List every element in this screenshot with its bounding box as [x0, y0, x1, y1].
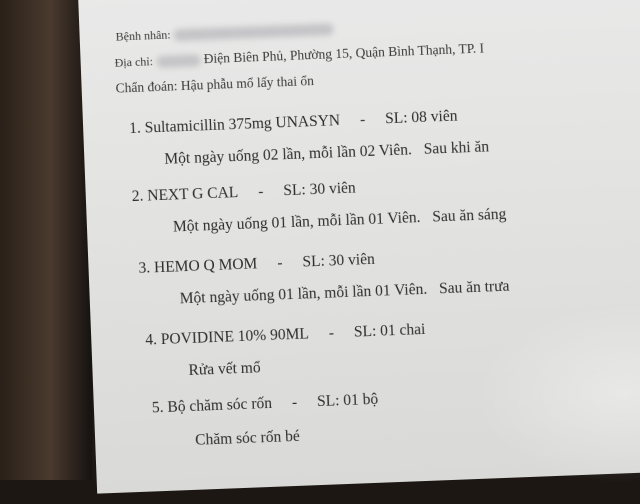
separator-dash: - — [328, 324, 335, 342]
drug-name: POVIDINE 10% 90ML — [160, 325, 310, 349]
dosage-text: Một ngày uống 01 lần, mỗi lần 01 Viên. — [172, 209, 421, 236]
dosage-timing: Sau ăn trưa — [438, 277, 510, 298]
item-number: 1. — [128, 119, 142, 138]
item-number: 4. — [145, 331, 158, 349]
device-frame — [0, 0, 92, 480]
drug-quantity: SL: 08 viên — [384, 107, 458, 128]
dosage-text: Một ngày uống 02 lần, mỗi lần 02 Viên. — [164, 141, 413, 168]
dosage-instruction — [195, 428, 300, 450]
prescription-item — [129, 108, 458, 139]
item-number: 2. — [131, 187, 144, 206]
drug-quantity: SL: 01 chai — [353, 320, 426, 341]
address-label: Địa chỉ: — [114, 54, 154, 70]
patient-line — [115, 20, 334, 44]
drug-name: Bộ chăm sóc rốn — [167, 394, 273, 416]
prescription-item — [152, 391, 379, 418]
redacted-address-number — [156, 54, 200, 68]
dosage-timing: Sau ăn sáng — [431, 205, 507, 226]
separator-dash: - — [359, 111, 366, 129]
dosage-text: Chăm sóc rốn bé — [194, 427, 301, 449]
redacted-patient-name — [174, 23, 334, 41]
drug-quantity: SL: 30 viên — [283, 179, 356, 200]
prescription-item — [131, 179, 356, 206]
drug-name: Sultamicillin 375mg UNASYN — [144, 112, 341, 137]
drug-name: HEMO Q MOM — [153, 255, 258, 277]
drug-quantity: SL: 30 viên — [302, 250, 376, 271]
patient-label: Bệnh nhân: — [115, 27, 171, 44]
dosage-text: Rửa vết mổ — [188, 359, 261, 380]
dosage-instruction — [164, 138, 489, 168]
prescription-item — [145, 321, 426, 350]
drug-quantity: SL: 01 bộ — [316, 390, 379, 411]
dosage-instruction — [179, 278, 509, 309]
dosage-instruction — [173, 206, 507, 237]
diagnosis: Chẩn đoán: Hậu phẫu mổ lấy thai ổn — [115, 73, 315, 96]
separator-dash: - — [276, 254, 283, 272]
prescription-item — [138, 251, 375, 278]
item-number: 5. — [151, 399, 164, 417]
dosage-text: Một ngày uống 01 lần, mỗi lần 01 Viên. — [179, 280, 428, 308]
address-value: Điện Biên Phủ, Phường 15, Quận Bình Thạnh, TP. I — [203, 40, 485, 67]
address-line — [114, 40, 484, 70]
screen-glare — [470, 298, 640, 489]
dosage-timing: Sau khi ăn — [423, 138, 490, 158]
item-number: 3. — [138, 259, 151, 277]
drug-name: NEXT G CAL — [146, 184, 239, 205]
dosage-instruction — [188, 359, 261, 380]
prescription-document — [78, 0, 640, 494]
separator-dash: - — [291, 393, 298, 412]
separator-dash: - — [257, 183, 264, 201]
